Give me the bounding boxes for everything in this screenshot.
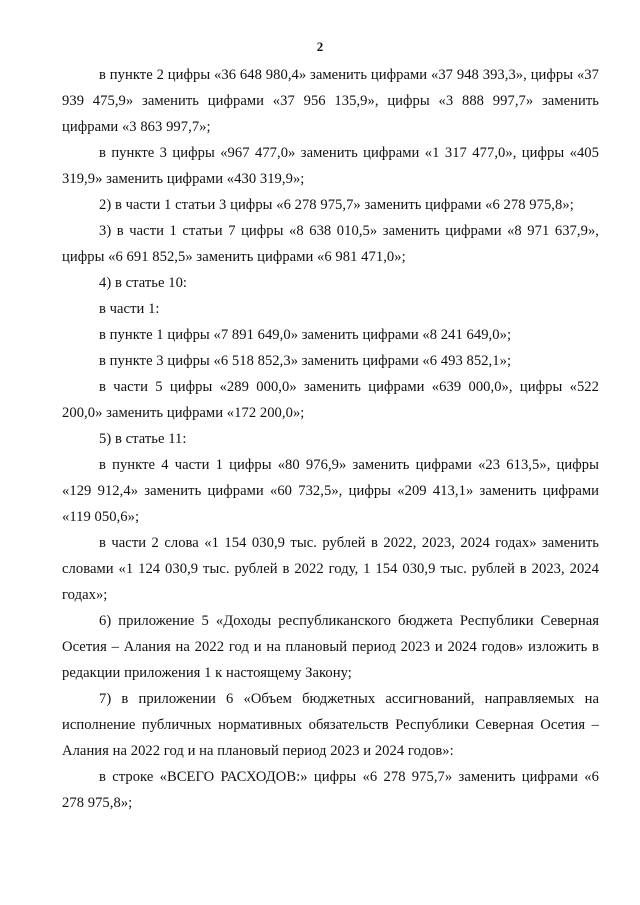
paragraph-article-10-part-1: в части 1: xyxy=(99,301,160,317)
paragraph-article-11: 5) в статье 11: xyxy=(99,431,187,447)
page-number: 2 xyxy=(316,39,324,54)
paragraph-article-10-part-5: в части 5 цифры «289 000,0» заменить цифрами «639 000,0», цифры «522 200,0» заменить цифрами «172 200,0»; xyxy=(62,379,599,421)
paragraph-appendix-6: 7) в приложении 6 «Объем бюджетных ассигнований, направляемых на исполнение публичных нормативных обязательств Республики Северная Осетия – Алания на 2022 год и на плановый период 2023 и 2024 годов»: xyxy=(62,691,599,759)
paragraph-article-10-item-3: в пункте 3 цифры «6 518 852,3» заменить цифрами «6 493 852,1»; xyxy=(99,353,512,369)
paragraph-article-10-item-1: в пункте 1 цифры «7 891 649,0» заменить цифрами «8 241 649,0»; xyxy=(99,327,512,343)
paragraph-item-3-amount: в пункте 3 цифры «967 477,0» заменить цифрами «1 317 477,0», цифры «405 319,9» заменить цифрами «430 319,9»; xyxy=(62,145,599,187)
paragraph-article-7: 3) в части 1 статьи 7 цифры «8 638 010,5» заменить цифрами «8 971 637,9», цифры «6 691 852,5» заменить цифрами «6 981 471,0»; xyxy=(62,223,599,265)
paragraph-total-expenses: в строке «ВСЕГО РАСХОДОВ:» цифры «6 278 975,7» заменить цифрами «6 278 975,8»; xyxy=(62,769,599,811)
paragraph-article-11-item-4: в пункте 4 части 1 цифры «80 976,9» заменить цифрами «23 613,5», цифры «129 912,4» заменить цифрами «60 732,5», цифры «209 413,1» заменить цифрами «119 050,6»; xyxy=(62,457,599,525)
paragraph-article-11-part-2: в части 2 слова «1 154 030,9 тыс. рублей в 2022, 2023, 2024 годах» заменить словами «1 124 030,9 тыс. рублей в 2022 году, 1 154 030,9 тыс. рублей в 2023, 2024 годах»; xyxy=(62,535,599,603)
paragraph-appendix-5: 6) приложение 5 «Доходы республиканского бюджета Республики Северная Осетия – Алания на 2022 год и на плановый период 2023 и 2024 годов» изложить в редакции приложения 1 к настоящему Закону; xyxy=(62,613,599,681)
document-body xyxy=(62,62,599,816)
paragraph-article-3: 2) в части 1 статьи 3 цифры «6 278 975,7» заменить цифрами «6 278 975,8»; xyxy=(99,197,574,213)
paragraph-item-2-amount: в пункте 2 цифры «36 648 980,4» заменить цифрами «37 948 393,3», цифры «37 939 475,9» заменить цифрами «37 956 135,9», цифры «3 888 997,7» заменить цифрами «3 863 997,7»; xyxy=(62,67,599,135)
paragraph-article-10: 4) в статье 10: xyxy=(99,275,188,291)
